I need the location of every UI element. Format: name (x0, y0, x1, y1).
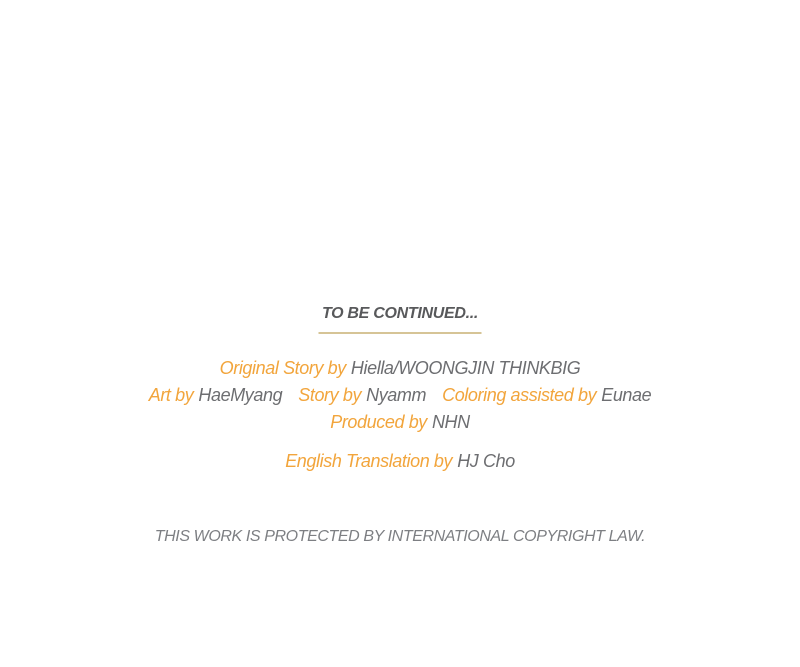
produced-value: NHN (431, 412, 470, 432)
original-story-value: Hiella/WOONGJIN THINKBIG (350, 358, 581, 378)
copyright-notice: THIS WORK IS PROTECTED BY INTERNATIONAL COPYRIGHT LAW. (154, 528, 646, 545)
art-value: HaeMyang (198, 385, 283, 405)
credit-group-coloring (442, 385, 651, 405)
to-be-continued-heading: TO BE CONTINUED... (321, 305, 479, 322)
credit-line-produced (0, 412, 800, 433)
coloring-value: Eunae (601, 385, 652, 405)
translation-value: HJ Cho (457, 451, 515, 471)
art-label: Art by (148, 385, 194, 405)
credit-line-staff (0, 385, 800, 406)
credit-group-story (298, 385, 426, 405)
credit-line-translation (0, 451, 800, 472)
original-story-label: Original Story by (219, 358, 346, 378)
story-value: Nyamm (366, 385, 427, 405)
credit-group-art (149, 385, 283, 405)
produced-label: Produced by (330, 412, 427, 432)
translation-label: English Translation by (285, 451, 453, 471)
heading-divider-line (319, 332, 482, 334)
story-label: Story by (298, 385, 362, 405)
coloring-label: Coloring assisted by (442, 385, 597, 405)
credit-line-original-story (0, 358, 800, 379)
